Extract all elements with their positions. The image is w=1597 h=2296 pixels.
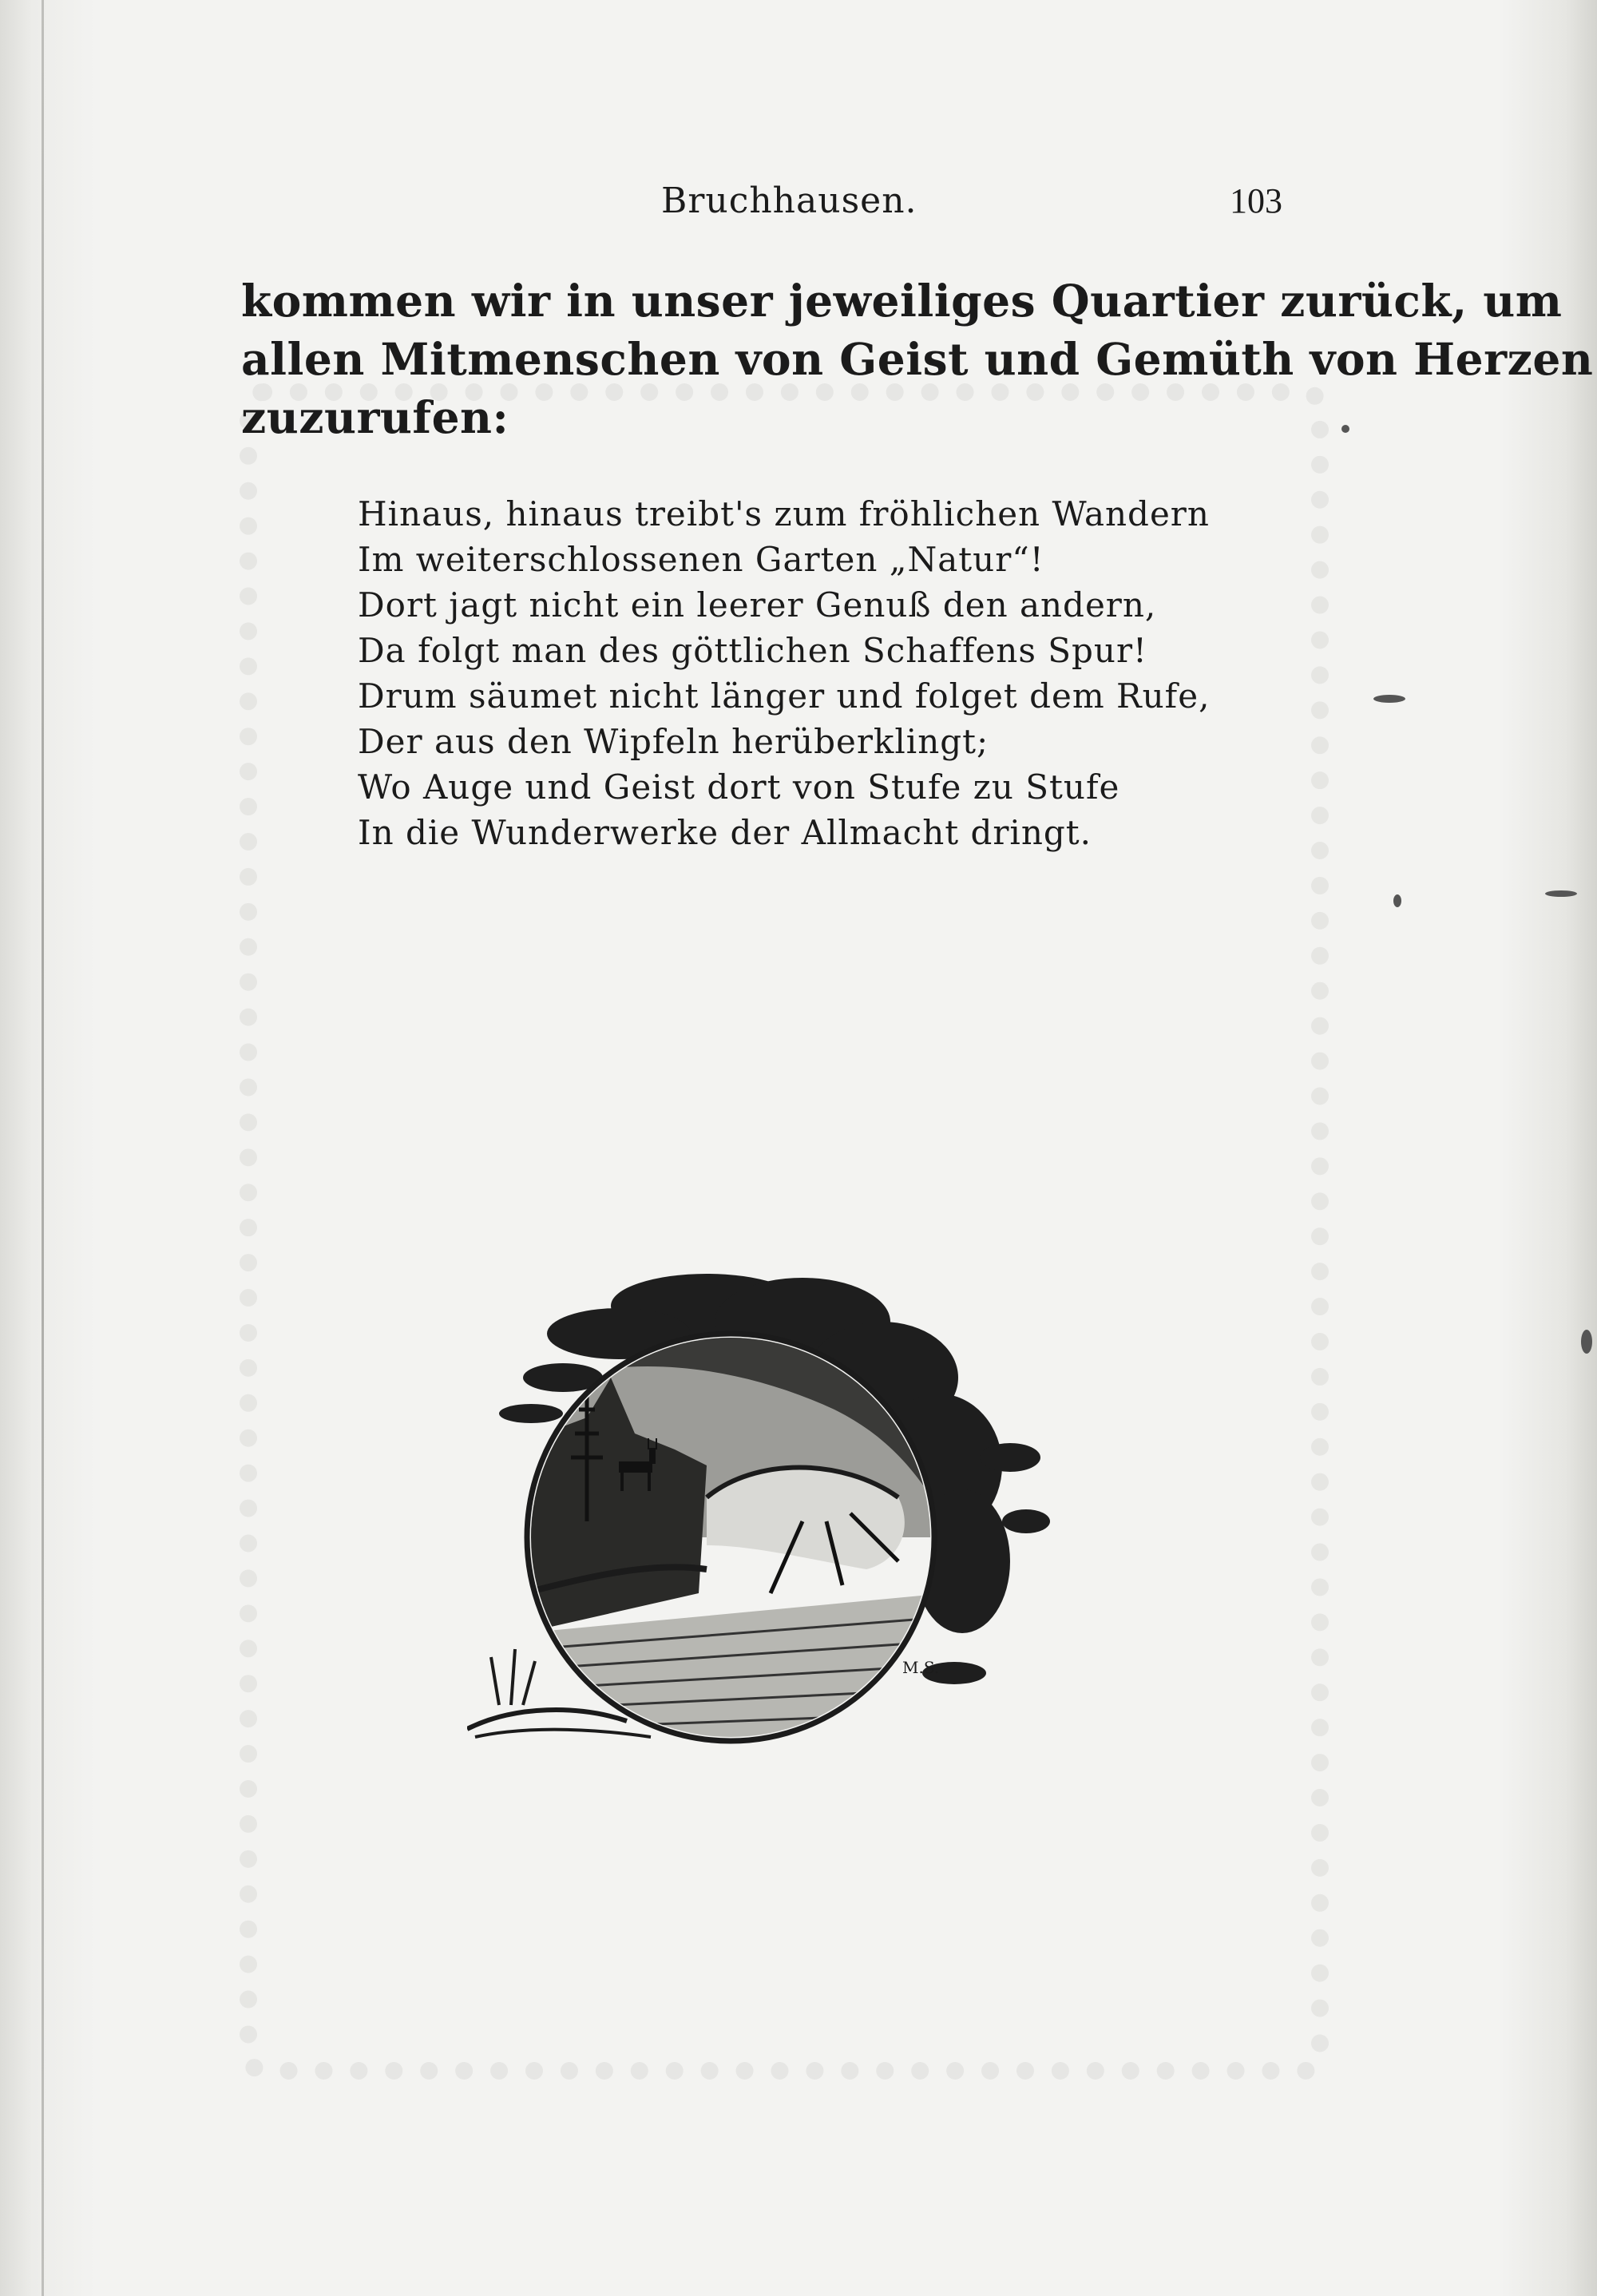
- prose-paragraph: [241, 272, 1594, 446]
- prose-line: zuzurufen:: [241, 391, 509, 443]
- prose-line: kommen wir in unser jeweiliges Quartier zurück, um: [241, 275, 1563, 327]
- poem: [358, 491, 1211, 855]
- poem-verse: Wo Auge und Geist dort von Stufe zu Stufe: [358, 767, 1120, 807]
- poem-verse: Da folgt man des göttlichen Schaffens Spur!: [358, 631, 1147, 670]
- poem-verse: In die Wunderwerke der Allmacht dringt.: [358, 813, 1092, 852]
- page-number: 103: [1230, 181, 1282, 220]
- running-title: Bruchhausen.: [661, 180, 917, 221]
- running-head: [0, 180, 1597, 228]
- landscape-vignette-illustration: [467, 1258, 1074, 1777]
- reed-tufts: [491, 1649, 535, 1705]
- poem-verse: Der aus den Wipfeln herüberklingt;: [358, 722, 989, 761]
- poem-verse: Im weiterschlossenen Garten „Natur“!: [358, 540, 1044, 579]
- poem-verse: Hinaus, hinaus treibt's zum fröhlichen Wandern: [358, 494, 1210, 533]
- poem-verse: Drum säumet nicht länger und folget dem Rufe,: [358, 676, 1211, 716]
- poem-verse: Dort jagt nicht ein leerer Genuß den andern,: [358, 585, 1157, 625]
- artist-signature: M.S.: [902, 1658, 940, 1677]
- page-gutter: [42, 0, 44, 2296]
- prose-line: allen Mitmenschen von Geist und Gemüth von Herzen: [241, 333, 1594, 385]
